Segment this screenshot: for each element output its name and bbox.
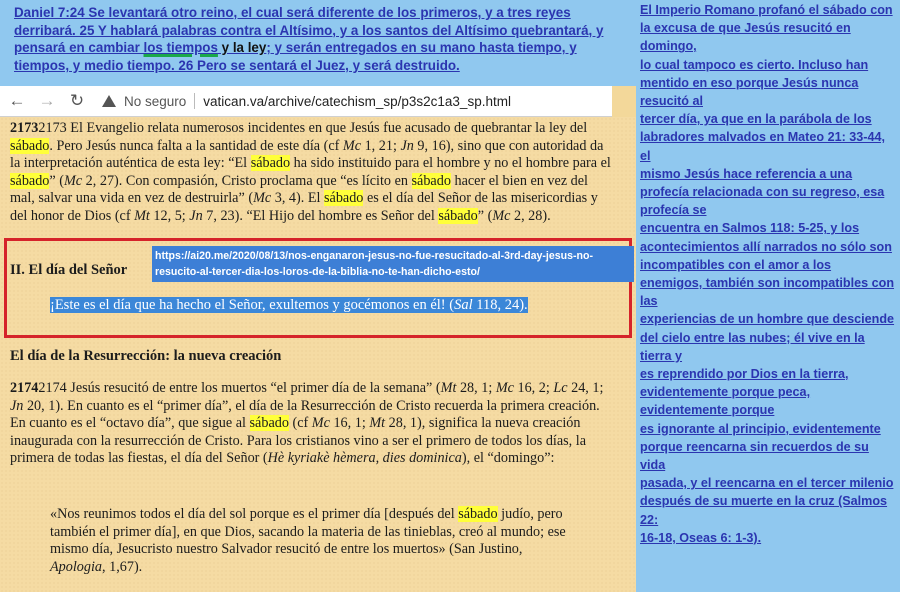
ref: Mc xyxy=(492,207,511,224)
text: experiencias de un hombre que desciende del cielo entre las nubes; él vive en la tierra y xyxy=(640,312,895,363)
ref: Mc xyxy=(495,380,514,396)
ref: Mc xyxy=(253,190,272,207)
text: 16, 1; xyxy=(329,415,370,432)
ref: Apologia xyxy=(50,558,103,575)
text: es el día del Señor de las misericordias y del honor de Dios (cf xyxy=(10,190,598,224)
ref: Mc xyxy=(63,172,83,189)
text: 16, 2; xyxy=(513,380,554,396)
text: es ignorante al principio, evidentemente porque reencarna sin recuerdos de su vida xyxy=(640,421,881,473)
text: pasada, y el reencarna en el tercer milenio después de su muerte en la cruz (Salmos 22: xyxy=(640,476,894,527)
text: mismo Jesús hace referencia a una xyxy=(640,166,853,181)
text: 9, 16), sino que con autoridad da la interpretación auténtica de esta ley: “El xyxy=(10,137,604,172)
side-text xyxy=(636,0,900,547)
highlight: sábado xyxy=(438,207,478,224)
justin-quote xyxy=(50,506,570,576)
text: ” ( xyxy=(477,207,493,224)
ref: Mc xyxy=(311,415,330,432)
text: es reprendido por Dios en la tierra, evidentemente porque peca, evidentemente porque xyxy=(640,367,849,418)
text: 28, 1), significa la nueva creación inaugurada con la resurrección de Cristo. Para los cristianos vino a ser el primero de todos los días, la primera de todas las fiestas, el día del Señor ( xyxy=(10,415,587,467)
text: 7, 23). “El Hijo del hombre es Señor del xyxy=(202,207,439,224)
text: 2174 Jesús resucitó de entre los muertos “el primer día de la semana” ( xyxy=(38,380,441,396)
text: 20, 1). En cuanto es el “primer día”, el día de la Resurrección de Cristo recuerda la primera creación. En cuanto es el “octavo día”, que sigue al xyxy=(10,397,600,432)
arrow-left-icon[interactable]: ← xyxy=(8,91,26,110)
address-bar[interactable]: vatican.va/archive/catechism_sp/p3s2c1a3_sp.html xyxy=(203,93,511,109)
highlight: sábado xyxy=(411,172,451,189)
text: ” ( xyxy=(49,172,64,189)
paragraph-2174: 21742174 Jesús resucitó de entre los muertos “el primer día de la semana” (Mt 28, 1; Mc 16, 2; Lc 24, 1; Jn 20, 1). En cuanto es el “primer día”, el día de la Resurrección de Cristo recuerda la primera creación. En cuanto es el “octavo día”, que sigue al sábado (cf Mc 16, 1; Mt 28, 1), significa la nueva creación inaugurada con la resurrección de Cristo. Para los cristianos vino a ser el primero de todos los días, la primera de todas las fiestas, el día del Señor (Hè kyriakè hèmera, dies dominica), el “domingo”: xyxy=(10,380,604,467)
divider xyxy=(194,93,195,109)
ref: Sal xyxy=(454,297,473,313)
highlight: sábado xyxy=(249,415,289,432)
daniel-quote xyxy=(0,0,636,74)
greek-latin: Hè kyriakè hèmera, dies dominica xyxy=(267,450,462,467)
highlight: profecía xyxy=(640,185,689,200)
text: El Imperio Romano profanó el sábado con la excusa de que Jesús resucitó en domingo, xyxy=(640,3,893,54)
caption-highlight: los tiempos xyxy=(143,40,218,56)
heading-resurreccion: El día de la Resurrección: la nueva creación xyxy=(10,348,282,364)
text: 3, 4). El xyxy=(271,190,324,207)
caption-bold: y la ley xyxy=(217,40,267,56)
side-caption xyxy=(636,0,900,592)
highlight: sábado xyxy=(458,506,498,522)
highlight: sábado xyxy=(324,190,364,207)
text: 2173 El Evangelio relata numerosos incidentes en que Jesús fue acusado de quebrantar la ley del xyxy=(38,120,588,136)
arrow-right-icon[interactable]: → xyxy=(38,91,56,110)
ref: Jn xyxy=(400,137,414,154)
caption-text: Daniel 7:24 Se levantará otro reino, el cual será diferente de los primeros, y a tres reyes derribará. 25 Y hablará palabras contra el Altísimo, y a los santos del Altísimo quebrantará, y pensará en cambiar xyxy=(14,5,604,56)
text: 2, 28). xyxy=(510,207,551,224)
ref: Mc xyxy=(342,137,362,154)
highlight: sábado xyxy=(10,172,50,189)
ref: Mt xyxy=(369,415,386,432)
text: 1, 21; xyxy=(361,137,401,154)
reload-icon[interactable]: ↻ xyxy=(69,91,85,110)
ref: Jn xyxy=(189,207,203,224)
security-label[interactable]: No seguro xyxy=(124,93,187,109)
text: 16-18, Oseas 6: 1-3). xyxy=(640,530,762,545)
ref: Jn xyxy=(10,397,24,414)
text: ¡Este es el día que ha hecho el Señor, exultemos y gocémonos en él! ( xyxy=(50,297,455,313)
psalm-quote xyxy=(50,296,555,314)
top-caption xyxy=(0,0,636,86)
text: ha sido instituido para el hombre y no el hombre para el xyxy=(290,155,611,172)
text: relacionada con su regreso, esa profecía se xyxy=(640,185,885,218)
text: incompatibles con el amor a los enemigos, también son incompatibles con las xyxy=(640,257,895,309)
highlight: sábado xyxy=(250,155,291,172)
text: 2, 27). Con compasión, Cristo proclama que “es lícito en xyxy=(82,172,412,189)
paragraph-2173: 21732173 El Evangelio relata numerosos incidentes en que Jesús fue acusado de quebrantar la ley del sábado. Pero Jesús nunca falta a la santidad de este día (cf Mc 1, 21; Jn 9, 16), sino que con autoridad da la interpretación auténtica de esta ley: “El sábado ha sido instituido para el hombre y no el hombre para el sábado” (Mc 2, 27). Con compasión, Cristo proclama que “es lícito en sábado hacer el bien en vez del mal, salvar una vida en vez de destruirla” (Mc 3, 4). El sábado es el día del Señor de las misericordias y del honor de Dios (cf Mt 12, 5; Jn 7, 23). “El Hijo del hombre es Señor del sábado” (Mc 2, 28). xyxy=(10,120,611,224)
text: 24, 1; xyxy=(567,380,604,396)
text: encuentra en Salmos 118: 5-25, y los acontecimientos allí narrados no sólo son xyxy=(640,221,892,254)
text: , 1,67). xyxy=(102,558,143,575)
text: 12, 5; xyxy=(149,207,190,224)
text: ), el “domingo”: xyxy=(461,450,555,467)
browser-toolbar xyxy=(0,86,612,117)
ref: Lc xyxy=(553,380,568,396)
text: hacer el bien en vez del mal, salvar una vida en vez de destruirla” ( xyxy=(10,172,588,207)
ref: Mt xyxy=(440,380,457,396)
text: 118, 24). xyxy=(472,297,528,313)
highlight: sábado xyxy=(10,137,50,154)
text: . Pero Jesús nunca falta a la santidad de este día (cf xyxy=(49,137,343,154)
text: tercer día, ya que en la parábola de los labradores malvados en Mateo 21: 33-44, el xyxy=(640,112,885,163)
text: lo cual tampoco es cierto. Incluso han mentido en eso porque Jesús nunca resucitó al xyxy=(640,57,869,109)
text: (cf xyxy=(288,415,312,432)
caption-text: ; y serán entregados en su mano hasta tiempo, y tiempos, y medio tiempo. 26 Pero se sentará el Juez, y será destruido. xyxy=(14,40,577,73)
heading-dia-del-senor: II. El día del Señor xyxy=(10,262,128,278)
text: 28, 1; xyxy=(456,380,496,396)
text: «Nos reunimos todos el día del sol porque es el primer día [después del xyxy=(50,506,459,522)
text: judío, pero también el primer día], en que Dios, sacando la materia de las tinieblas, creó al mundo; ese mismo día, Jesucristo nuestro Salvador resucitó de entre los muertos» (San Justino, xyxy=(50,506,566,558)
ref: Mt xyxy=(134,207,150,224)
link-overlay[interactable]: https://ai20.me/2020/08/13/nos-enganaron-jesus-no-fue-resucitado-al-3rd-day-jesus-no-resucito-al-tercer-dia-los-loros-de-la-biblia-no-te-han-dicho-esto/ xyxy=(152,246,634,282)
warning-icon[interactable] xyxy=(102,95,116,107)
